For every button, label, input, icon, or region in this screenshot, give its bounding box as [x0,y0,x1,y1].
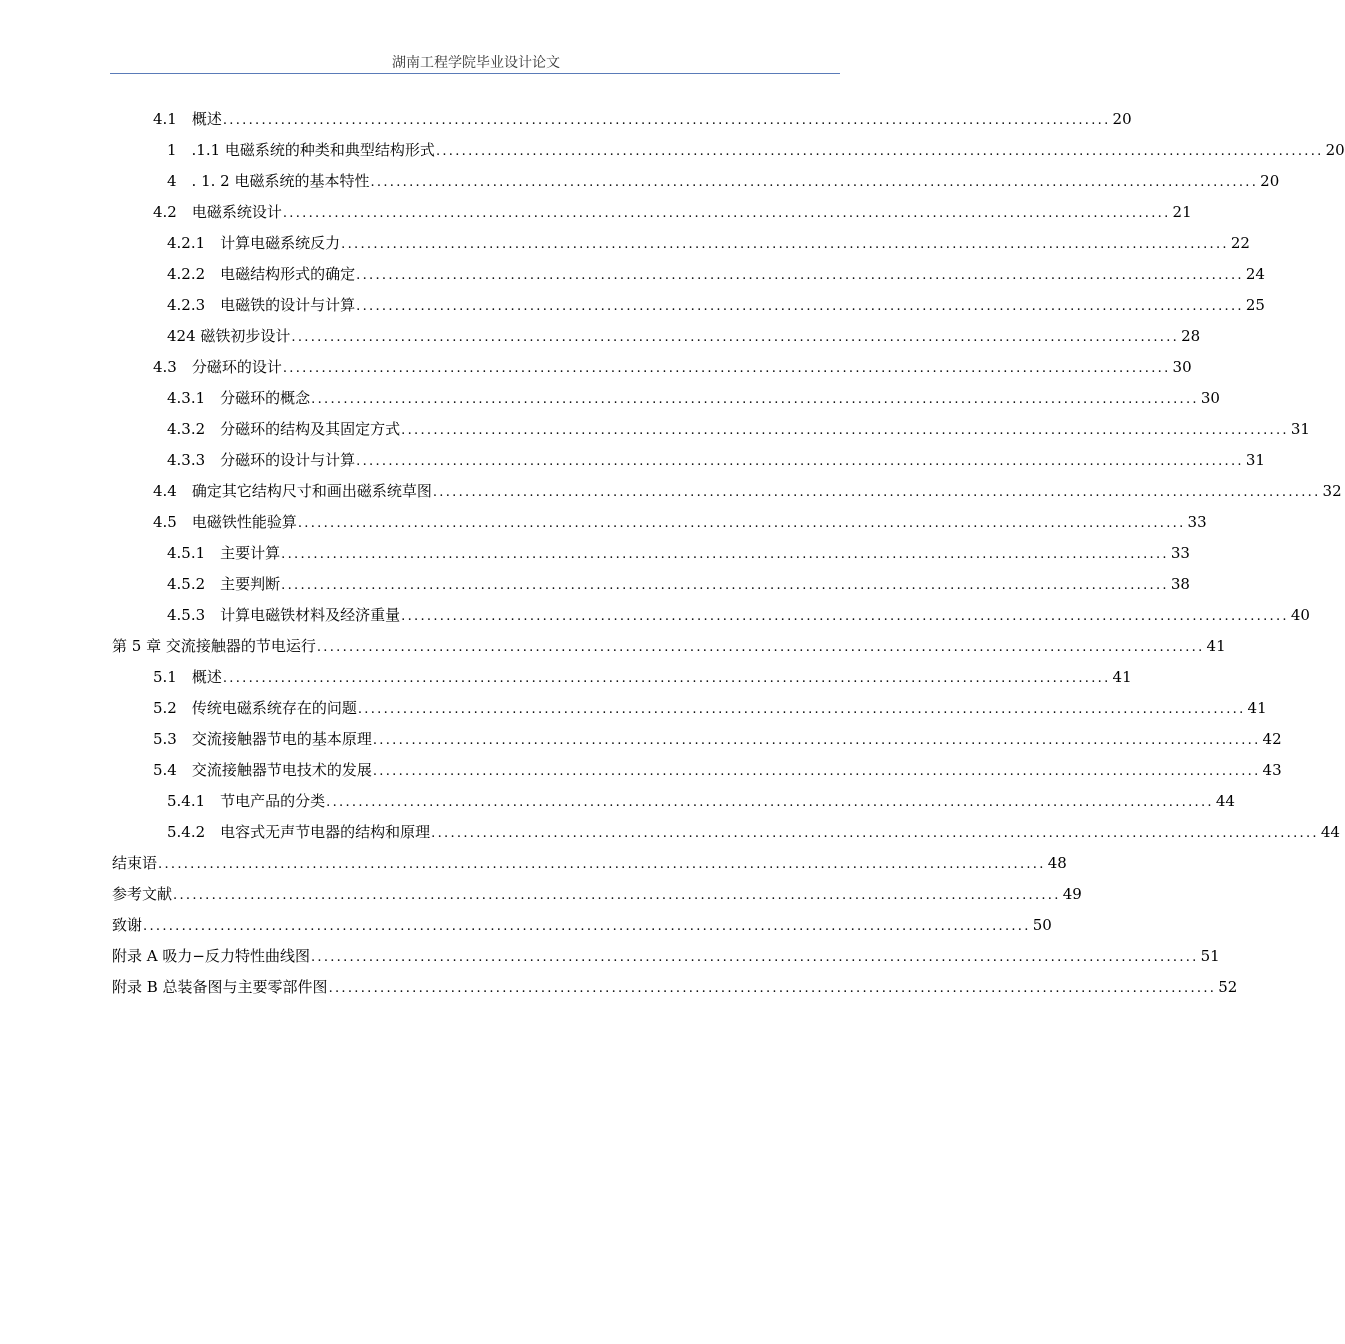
toc-entry-title: 5.4 交流接触器节电技术的发展 [153,761,372,779]
toc-entry[interactable] [167,232,1250,254]
toc-entry[interactable] [167,325,1201,347]
toc-dot-leader: .......................................................................................................................................... [173,888,1061,903]
toc-dot-leader: .......................................................................................................................................... [432,485,1321,500]
toc-page-number: 41 [1247,699,1267,717]
toc-page-number: 32 [1322,482,1342,500]
toc-dot-leader: .......................................................................................................................................... [372,733,1261,748]
toc-entry-title: 424 磁铁初步设计 [167,327,291,345]
toc-page-number: 20 [1260,172,1280,190]
toc-dot-leader: .......................................................................................................................................... [282,361,1171,376]
toc-entry-title: 4.3.2 分磁环的结构及其固定方式 [167,420,401,438]
toc-dot-leader: .......................................................................................................................................... [282,206,1171,221]
toc-entry[interactable] [112,883,1082,905]
toc-entry[interactable] [112,635,1226,657]
toc-dot-leader: .......................................................................................................................................... [401,423,1289,438]
toc-dot-leader: .......................................................................................................................................... [311,392,1199,407]
toc-page-number: 41 [1206,637,1226,655]
toc-page-number: 30 [1172,358,1192,376]
toc-entry[interactable] [153,728,1282,750]
toc-entry-title: 4.3 分磁环的设计 [153,358,282,376]
toc-entry[interactable] [153,759,1282,781]
toc-entry-title: 4.5 电磁铁性能验算 [153,513,297,531]
toc-dot-leader: .......................................................................................................................................... [431,826,1319,841]
toc-entry-title: 4.5.2 主要判断 [167,575,281,593]
toc-entry-title: 致谢 [112,916,143,934]
toc-entry[interactable] [167,263,1265,285]
toc-entry[interactable] [167,542,1190,564]
toc-entry-title: 4.5.1 主要计算 [167,544,281,562]
toc-entry[interactable] [167,790,1235,812]
toc-entry-title: 4 . 1. 2 电磁系统的基本特性 [167,172,370,190]
toc-page-number: 43 [1262,761,1282,779]
toc-dot-leader: .......................................................................................................................................... [356,454,1244,469]
toc-entry[interactable] [153,666,1132,688]
toc-dot-leader: .......................................................................................................................................... [281,578,1169,593]
toc-entry[interactable] [112,976,1238,998]
toc-dot-leader: .......................................................................................................................................... [356,299,1244,314]
toc-entry[interactable] [112,914,1052,936]
toc-page-number: 24 [1245,265,1265,283]
toc-page-number: 31 [1290,420,1310,438]
toc-entry[interactable] [167,170,1280,192]
toc-page-number: 33 [1170,544,1190,562]
toc-page-number: 44 [1320,823,1340,841]
toc-dot-leader: .......................................................................................................................................... [357,702,1246,717]
toc-entry-title: 第 5 章 交流接触器的节电运行 [112,637,316,655]
toc-dot-leader: .......................................................................................................................................... [370,175,1259,190]
toc-page-number: 28 [1181,327,1201,345]
toc-dot-leader: .......................................................................................................................................... [310,950,1199,965]
toc-entry[interactable] [153,108,1132,130]
toc-page-number: 21 [1172,203,1192,221]
toc-page-number: 22 [1230,234,1250,252]
toc-entry-title: 5.4.1 节电产品的分类 [167,792,326,810]
toc-page-number: 48 [1047,854,1067,872]
toc-page-number: 50 [1032,916,1052,934]
toc-entry[interactable] [153,201,1192,223]
toc-dot-leader: .......................................................................................................................................... [143,919,1031,934]
toc-entry-title: 4.2 电磁系统设计 [153,203,282,221]
toc-page-number: 25 [1245,296,1265,314]
toc-entry-title: 4.3.3 分磁环的设计与计算 [167,451,356,469]
toc-dot-leader: .......................................................................................................................................... [435,144,1324,159]
toc-entry[interactable] [167,573,1190,595]
toc-entry-title: 4.2.3 电磁铁的设计与计算 [167,296,356,314]
toc-entry[interactable] [167,387,1220,409]
toc-entry-title: 4.2.1 计算电磁系统反力 [167,234,341,252]
toc-page-number: 52 [1218,978,1238,996]
header-divider [110,73,840,74]
toc-entry-title: 5.1 概述 [153,668,222,686]
toc-entry-title: 5.4.2 电容式无声节电器的结构和原理 [167,823,431,841]
toc-entry[interactable] [153,480,1342,502]
toc-entry[interactable] [167,449,1265,471]
toc-page-number: 42 [1262,730,1282,748]
toc-entry[interactable] [112,945,1220,967]
toc-entry-title: 5.3 交流接触器节电的基本原理 [153,730,372,748]
toc-entry-title: 1 .1.1 电磁系统的种类和典型结构形式 [167,141,435,159]
toc-page-number: 49 [1062,885,1082,903]
toc-dot-leader: .......................................................................................................................................... [326,795,1214,810]
toc-page-number: 30 [1200,389,1220,407]
toc-entry[interactable] [153,511,1207,533]
toc-page-number: 20 [1325,141,1345,159]
toc-entry[interactable] [167,418,1310,440]
toc-entry-title: 5.2 传统电磁系统存在的问题 [153,699,357,717]
toc-page-number: 44 [1215,792,1235,810]
toc-entry[interactable] [112,852,1067,874]
toc-dot-leader: .......................................................................................................................................... [158,857,1046,872]
toc-page-number: 31 [1245,451,1265,469]
toc-entry[interactable] [153,356,1192,378]
toc-entry-title: 附录 B 总装备图与主要零部件图 [112,978,328,996]
toc-entry-title: 结束语 [112,854,158,872]
toc-page-number: 51 [1200,947,1220,965]
toc-page-number: 38 [1170,575,1190,593]
toc-dot-leader: .......................................................................................................................................... [328,981,1217,996]
toc-dot-leader: .......................................................................................................................................... [281,547,1169,562]
toc-page-number: 33 [1187,513,1207,531]
toc-entry-title: 4.4 确定其它结构尺寸和画出磁系统草图 [153,482,432,500]
toc-entry[interactable] [167,821,1340,843]
toc-entry[interactable] [153,697,1267,719]
toc-dot-leader: .......................................................................................................................................... [222,113,1111,128]
toc-entry[interactable] [167,294,1265,316]
toc-entry-title: 参考文献 [112,885,173,903]
toc-page-number: 41 [1112,668,1132,686]
toc-entry-title: 4.2.2 电磁结构形式的确定 [167,265,356,283]
toc-dot-leader: .......................................................................................................................................... [372,764,1261,779]
toc-entry[interactable] [167,139,1345,161]
toc-entry[interactable] [167,604,1310,626]
toc-dot-leader: .......................................................................................................................................... [341,237,1229,252]
toc-dot-leader: .......................................................................................................................................... [356,268,1244,283]
toc-dot-leader: .......................................................................................................................................... [316,640,1205,655]
toc-page-number: 20 [1112,110,1132,128]
toc-page-number: 40 [1290,606,1310,624]
toc-dot-leader: .......................................................................................................................................... [297,516,1186,531]
toc-entry-title: 4.5.3 计算电磁铁材料及经济重量 [167,606,401,624]
toc-dot-leader: .......................................................................................................................................... [222,671,1111,686]
toc-entry-title: 附录 A 吸力−反力特性曲线图 [112,947,310,965]
toc-entry-title: 4.3.1 分磁环的概念 [167,389,311,407]
page-header-title: 湖南工程学院毕业设计论文 [392,55,560,71]
toc-entry-title: 4.1 概述 [153,110,222,128]
toc-dot-leader: .......................................................................................................................................... [291,330,1180,345]
toc-dot-leader: .......................................................................................................................................... [401,609,1289,624]
